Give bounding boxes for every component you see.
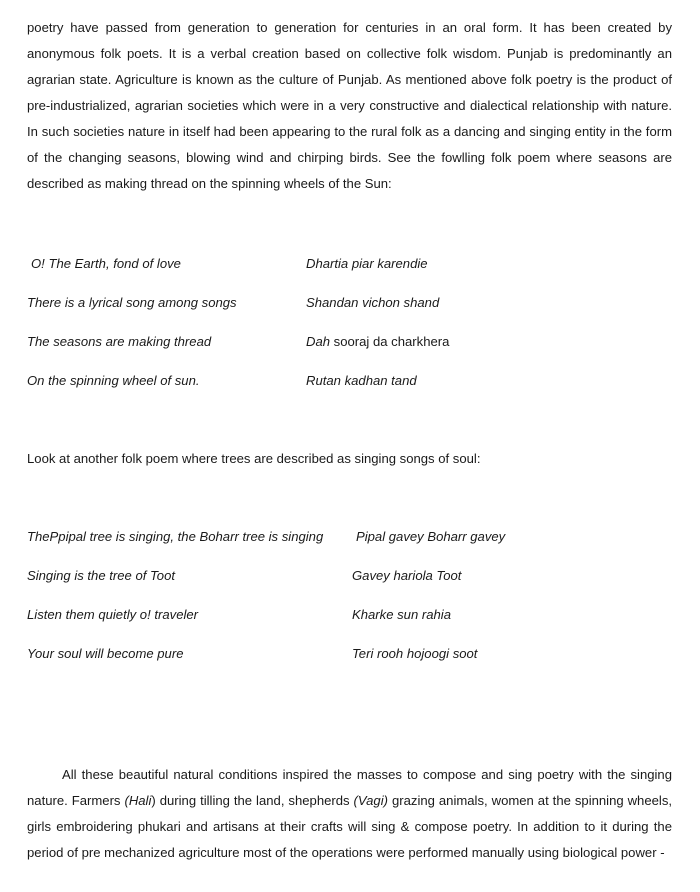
- poem-2-punjabi-line-4: Teri rooh hojoogi soot: [352, 646, 478, 661]
- poem-2-english-line-3: Listen them quietly o! traveler: [27, 607, 199, 622]
- term-vagi: (Vagi): [353, 793, 388, 808]
- poem-2-intro: Look at another folk poem where trees are described as singing songs of soul:: [27, 451, 481, 466]
- poem-2-punjabi-line-1: Pipal gavey Boharr gavey: [356, 529, 506, 544]
- poem-1-punjabi-line-3-italic: Dah: [306, 334, 331, 349]
- poem-1-english-line-2: There is a lyrical song among songs: [27, 295, 237, 310]
- poem-2-punjabi-line-3: Kharke sun rahia: [352, 607, 451, 622]
- poem-1-english-line-4: On the spinning wheel of sun.: [27, 373, 200, 388]
- poem-1-english-line-3: The seasons are making thread: [27, 334, 212, 349]
- paragraph-2-part-2: ) during tilling the land, shepherds: [151, 793, 354, 808]
- poem-1-punjabi-line-3: [306, 333, 449, 351]
- poem-2-english-line-4: Your soul will become pure: [27, 646, 184, 661]
- poem-1-punjabi-line-2: Shandan vichon shand: [306, 295, 440, 310]
- poem-1-punjabi-line-3-rest: sooraj da charkhera: [330, 334, 450, 349]
- poem-2-punjabi-line-2: Gavey hariola Toot: [352, 568, 462, 583]
- poem-1-english-line-1: O! The Earth, fond of love: [31, 256, 181, 271]
- poem-2-english-line-1: ThePpipal tree is singing, the Boharr tree is singing: [27, 529, 324, 544]
- poem-1-punjabi-line-4: Rutan kadhan tand: [306, 373, 417, 388]
- paragraph-intro: poetry have passed from generation to generation for centuries in an oral form. It has been created by anonymous folk poets. It is a verbal creation based on collective folk wisdom. Punjab is predominantly an agrarian state. Agriculture is known as the culture of Punjab. As mentioned above folk poetry is the product of pre-industrialized, agrarian societies which were in a very constructive and dialectical relationship with nature. In such societies nature in itself had been appearing to the rural folk as a dancing and singing entity in the form of the changing seasons, blowing wind and chirping birds. See the fowlling folk poem where seasons are described as making thread on the spinning wheels of the Sun:: [27, 20, 672, 191]
- poem-2-english-line-2: Singing is the tree of Toot: [27, 568, 176, 583]
- paragraph-natural-conditions: [27, 762, 672, 866]
- poem-1-punjabi-line-1: Dhartia piar karendie: [306, 256, 428, 271]
- paragraph-2-part-1: All these beautiful natural conditions inspired the masses to compose and sing poetry with the singing nature. Farmers: [27, 767, 672, 808]
- paragraph-2-part-3: grazing animals, women at the spinning wheels, girls embroidering phukari and artisans at their crafts will sing & compose poetry. In addition to it during the period of pre mechanized agriculture most of the operations were performed manually using biological power -: [27, 793, 673, 860]
- term-hali: (Hali: [124, 793, 152, 808]
